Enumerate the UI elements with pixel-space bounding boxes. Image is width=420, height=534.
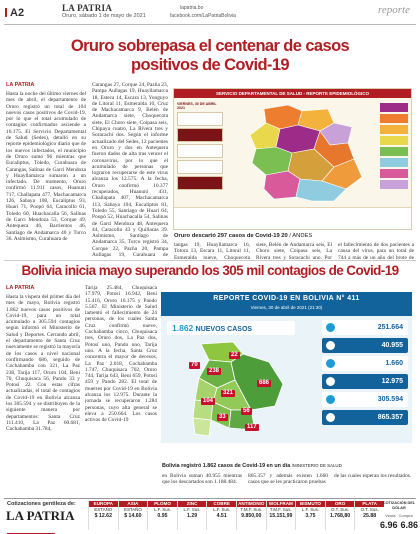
caption-text: Oruro descartó 297 casos de Covid-19 20 (174, 233, 288, 239)
ticker-sponsor (4, 501, 86, 531)
map-stat (177, 160, 223, 174)
report-header (161, 292, 412, 316)
dept-count: 33 (219, 414, 226, 420)
deaths-card: 12.975 (322, 374, 408, 389)
covid-report-infographic (161, 292, 412, 460)
dept-count: 56 (243, 408, 250, 414)
story2-col1 (6, 285, 80, 481)
dept-count: 70 (191, 362, 198, 368)
new-cases-count: 1.862 (172, 323, 194, 333)
pending-icon (326, 359, 335, 368)
discarded-icon (326, 413, 335, 422)
ticker-logo: LA PATRIA (6, 508, 75, 523)
dollar-rate-values (379, 520, 419, 530)
active-cases-card: 40.955 (322, 338, 408, 353)
story2-col4: 865.357 y además existen 1.660 casos que se les practicaron pruebas (248, 473, 328, 486)
story1-col3: tangas 19, Huayllamarca 16, Totora 13, Escara 11, Litoral 11, Esmeralda nueve, Choquecota (174, 242, 250, 260)
story2-col2 (85, 285, 157, 481)
header-divider (4, 24, 416, 25)
page-header (0, 0, 420, 36)
new-cases-banner (167, 321, 295, 335)
legend-swatch (380, 114, 408, 123)
compra-value: 6.86 (400, 520, 419, 530)
report-title: REPORTE COVID-19 EN BOLIVIA N° 411 (213, 295, 360, 302)
dept-count: 238 (209, 368, 220, 374)
total-cases-card: 305.594 (322, 392, 408, 407)
venta-value: 6.96 (379, 520, 398, 530)
map-stat (177, 144, 223, 158)
active-icon (326, 341, 335, 350)
story2-col5: de las cuales esperan los resultados. (334, 473, 412, 479)
brand-name: LA PATRIA (62, 3, 113, 13)
dollar-rate-title: COTIZACIÓN DEL DÓLAR (382, 501, 416, 510)
map-banner: SERVICIO DEPARTAMENTAL DE SALUD - REPORTE EPIDEMIOLÓGICO (174, 89, 411, 98)
oruro-municipality-map (230, 101, 376, 205)
legend-swatch (380, 180, 408, 189)
recovered-icon (326, 323, 335, 332)
legend-swatch (380, 103, 408, 112)
facebook-link[interactable]: facebook.com/LaPatriaBolivia (170, 13, 236, 19)
story2-col1-text: Hasta la víspera del primer día del mes de mayo, Bolivia registró 1.862 nuevos casos positivos de Covid-19, para un total acumulado a 305.594 contagios según informó el Ministerio de Salud y Deportes. Cerrando abril, el departamento de Santa Cruz nuevamente se registró la mayoría de los casos a nivel nacional confirmando 686, seguido de Cochabamba con 321, La Paz 238, Tarija 117, Oruro 104, Beni 70, Chuquisaca 56, Pando 33 y Potosí 22. Con estas cifras actualizadas, el total de contagios de Covid-19 en Bolivia alcanza los 305.594 y se distribuyen de la siguiente manera por departamentos: Santa Cruz 111.410, La Paz 60.681, Cochabamba 31.784, (6, 294, 80, 433)
quote-cell: COBRE L.F. Sus. 4.51 (206, 501, 236, 530)
compra-label: Compra (398, 513, 413, 518)
page-number: A2 (10, 7, 25, 19)
story1-col5: el fallecimiento de dos pacientes a causa del virus, para un total de 744 a más de un año del brote de (338, 242, 414, 260)
quote-cell: ORO O.T. Sus. 1.768,80 (325, 501, 355, 530)
issue-date: Oruro, sábado 1 de mayo de 2021 (62, 13, 146, 19)
dept-count: 686 (259, 380, 270, 386)
caption-credit: /MINISTERIO DE SALUD (291, 463, 342, 468)
cases-icon (326, 395, 335, 404)
quote-cell: ASIA ESTAÑO $ 14.60 (118, 501, 148, 530)
new-cases-label: NUEVOS CASOS (195, 326, 253, 333)
legend-swatch (380, 147, 408, 156)
map-stat (177, 176, 223, 190)
quote-cell: PLATA O.T. Sus. 25.88 (354, 501, 384, 530)
story1-photo-caption (174, 233, 412, 239)
section-label: reporte (378, 4, 410, 16)
legend-swatch (380, 136, 408, 145)
dept-count: 22 (231, 352, 238, 358)
recovered-card: 251.664 (322, 320, 408, 335)
map-stat-panel (177, 102, 223, 204)
map-stat (177, 128, 223, 142)
market-quotes-ticker (4, 498, 419, 531)
ticker-title: Cotizaciones gentileza de: (7, 501, 76, 507)
deaths-icon (326, 377, 335, 386)
legend-swatch (380, 125, 408, 134)
map-date: VIERNES, 30 DE ABRIL 2021 (177, 102, 217, 110)
story1-col4: siete, Belén de Andamarca seis, El Choro siete, Coipasa seis, La Rivera tres y Soracachi uno. Por (256, 242, 332, 260)
story2-col2-text: Tarija 25.484, Chuquisaca 17.979, Potosí 16.942, Beni 15.416, Oruro 16.175 y Pando 5.567. El Ministerio de Salud lamentó el fallecimiento de 24 personas, de los cuales Santa Cruz confirmó nueve, Cochabamba cinco, Chuquisaca tres, Oruro dos, La Paz dos, Potosí uno, Pando uno, Tarija uno. A la fecha, Santa Cruz concentra el mayor de decesos, La Paz 2.018, Cochabamba 1.747, Chuquisaca 702, Oruro 744, Tarija 643, Beni 659, Potosí 459 y Pando 282. El total de muertes por Covid-19 en Bolivia alcanza los 12.975. Durante la jornada se recuperaron 1.284 personas, cuyo alta general se eleva a 250.664. Los casos activos de Covid-19 (85, 285, 157, 424)
venta-label: Venta (385, 513, 396, 518)
legend-swatch (380, 169, 408, 178)
report-summary-cards (322, 320, 408, 428)
dept-count: 104 (203, 398, 214, 404)
dollar-rate (379, 501, 419, 530)
quote-cell: ZINC L.F. Sus. 1.29 (177, 501, 207, 530)
caption-credit: / ANDES (289, 233, 313, 239)
map-legend (380, 103, 408, 203)
quote-cell: BISMUTO L.F. Sus. 3.75 (295, 501, 325, 530)
quote-cell: ANTIMONIO T.M.F. Sus. 9.850,00 (236, 501, 266, 530)
map-stat (177, 112, 223, 126)
quote-cell: EUROPA ESTAÑO $ 12.62 (88, 501, 118, 530)
website-link[interactable]: lapatria.bo (180, 5, 204, 11)
suspected-card: 1.660 (322, 356, 408, 371)
sedes-map-infographic (173, 88, 412, 230)
story2-photo-caption (162, 463, 412, 469)
story2-headline: Bolivia inicia mayo superando los 305 mil contagios de Covid-19 (21, 263, 399, 278)
report-subtitle: Viernes, 30 de abril de 2021 (21:30) (250, 305, 323, 310)
story1-col1-text: Hasta la noche del último viernes del mes de abril, el departamento de Oruro registró un total de 104 nuevos casos positivos de Covid-19, por lo que el total acumulado de contagios confirmados asciende a 16.175. El Servicio Departamental de Salud (Sedes), detalló en su reporte epidemiológico diario que de los nuevos infectados, el municipio de Oruro sumó 96 mientras que Eucaliptus, Toledo, Curahuara de Carangas, Salinas de Garci Mendoza y Huayllamarca sumaron a un infectado. De momento, Oruro confirmó 11.911 casos, Huanuni 717, Challapata 477, Machacamarca 126, Sabaya 108, Eucaliptus 93, Huari 71, Poopó 64, Caracollo 61, Toledo 60, Huachacalla 56, Salinas de Garci Mendoza 53, Corque 49, Antequera 46, Barrientos 46, Santiago de Andamarca 40 y Turco 36. Asimismo, Curahuara de (6, 91, 86, 242)
story1-kicker: LA PATRIA (6, 82, 35, 88)
story1-col2: Carangas 27, Corque 24, Pazña 23, Pampa Aullagas 19, Huayllamarca 18, Esteca 14, Escara 13, Yunguyo de Litoral 11, Esmeralda 10, Cruz de Machacamarca 9, Belén de Andamarca siete, Choquecota siete, El Choro siete, Coipasa seis, Chipaya cuatro, La Rivera tres y Soracachi dos. Según el informe actualizado del Sedes, 12 pacientes en Oruro y dos en Antequera fueron dados de alta tras vencer el coronavirus, por lo que el acumulado de personas que lograron recuperarse de este virus alcanza los 12.575. A la fecha, Oruro confirmó 10.377 recuperados, Huanuni 431, Challapata 407, Machacamarca 113, Sabaya 104, Eucaliptus 81, Toledo 55, Santiago de Huari 64, Poopó 52, Huachacalla 54, Salinas de Garci Mendoza 48, Antequera 44, Caracollo 43 y Quillacas 39. Asimismo, Santiago de Andamarca 35, Turco registró 34, Corque 22, Pazña 20, Pampa Aullagas 19, Curahuara de (92, 82, 168, 257)
dept-count: 117 (247, 424, 257, 430)
dept-count: 321 (223, 390, 234, 396)
story1-headline: Oruro sobrepasa el centenar de casos positivos de Covid-19 (70, 37, 350, 74)
page-marker (5, 8, 7, 17)
story1-col1 (6, 82, 86, 257)
story2-col3: en Bolivia suman 40.955 mientras que los descartados son 1.188.484. (162, 473, 242, 486)
metal-prices (88, 501, 384, 530)
story-divider (4, 260, 416, 261)
story2-kicker: LA PATRIA (6, 285, 35, 291)
quote-cell: WOLFRAM T.M.F. Sus. 15.151,99 (266, 501, 296, 530)
map-footer-table (174, 207, 411, 229)
caption-text: Bolivia registró 1.862 casos de Covid-19 en un día (162, 463, 291, 469)
discarded-card: 865.357 (322, 410, 408, 425)
quote-cell: PLOMO L.F. Sus. 0.95 (147, 501, 177, 530)
dollar-rate-labels (382, 513, 416, 518)
report-logos-strip (161, 443, 412, 460)
legend-swatch (380, 158, 408, 167)
